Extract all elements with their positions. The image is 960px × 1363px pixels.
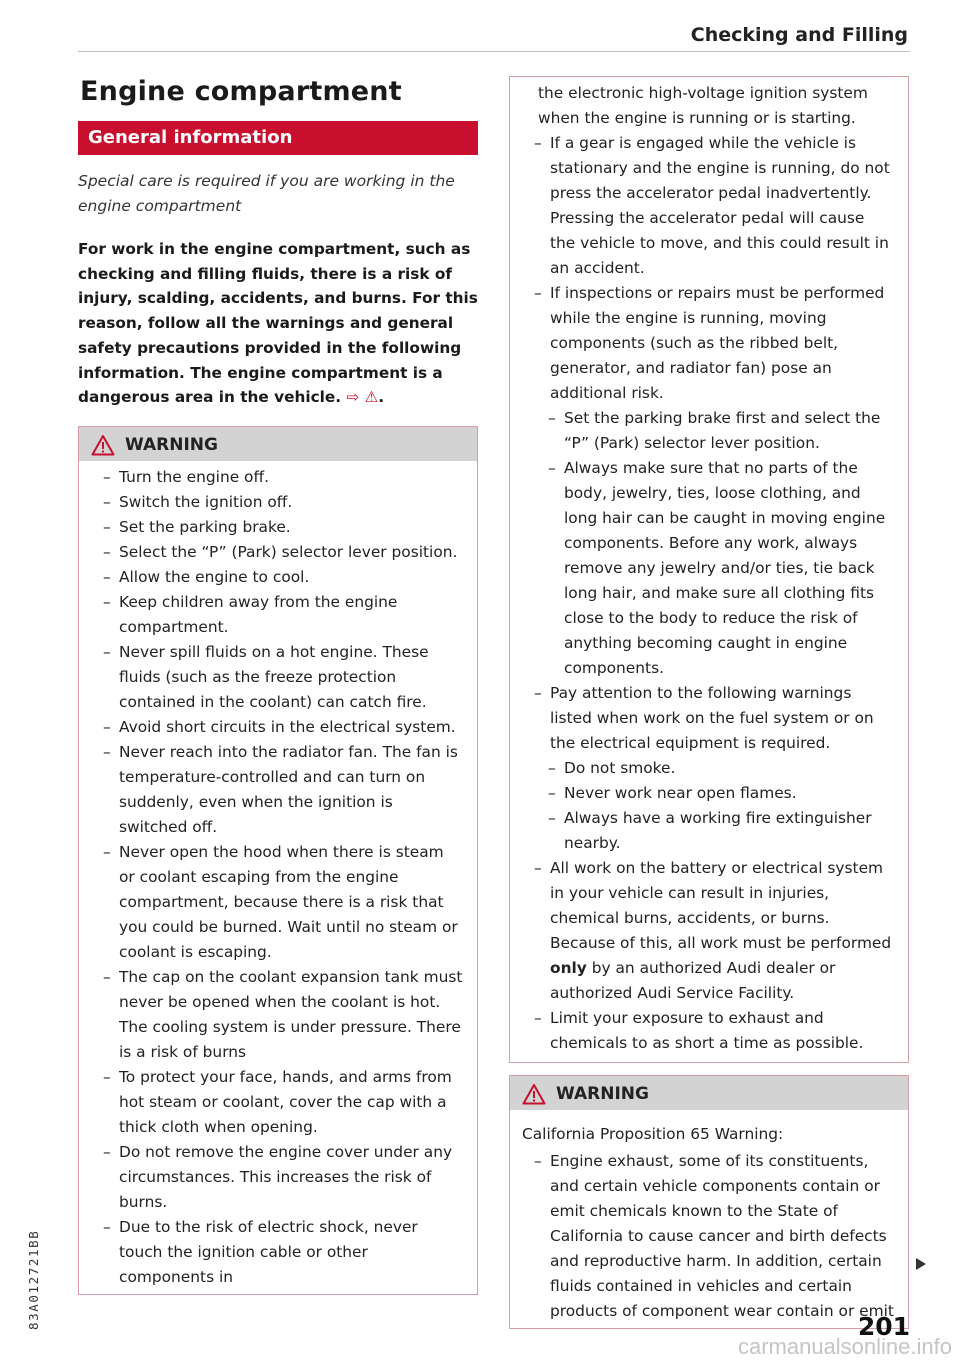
list-item: – The cap on the coolant expansion tank must never be opened when the coolant is hot. The cooling system is under pressure. There is a risk of burns (91, 965, 463, 1065)
warning-box-2 (509, 1075, 909, 1329)
document-code: 83A012721BB (26, 1229, 41, 1330)
battery-text-bold: only (550, 959, 587, 977)
watermark: carmanualsonline.info (737, 1334, 952, 1359)
sub-list-item: – Always make sure that no parts of the body, jewelry, ties, loose clothing, and long hair can be caught in moving engine components. Before any work, always remove any jewelry and/or ties, tie back long hair, and make sure all clothing fits close to the body to reduce the risk of anything becoming caught in engine components. (522, 456, 894, 681)
proposition-intro: California Proposition 65 Warning: (522, 1125, 784, 1143)
subsection-heading: General information (78, 121, 478, 155)
list-item: – To protect your face, hands, and arms from hot steam or coolant, cover the cap with a thick cloth when opening. (91, 1065, 463, 1140)
header-divider (78, 51, 910, 52)
section-title: Engine compartment (80, 76, 402, 107)
list-item: – Pay attention to the following warnings listed when work on the fuel system or on the electrical equipment is required. (522, 681, 894, 756)
sub-list (522, 756, 894, 856)
cross-reference-arrow-icon[interactable]: ⇨ (346, 388, 360, 407)
bold-warning-paragraph (78, 237, 478, 410)
list-item: – Do not remove the engine cover under any circumstances. This increases the risk of burns. (91, 1140, 463, 1215)
warning-list (522, 1149, 894, 1324)
list-item: – Turn the engine off. (91, 465, 463, 490)
continue-arrow-icon (916, 1258, 926, 1270)
intro-text: Special care is required if you are working in the engine compartment (78, 172, 455, 215)
warning-body (510, 1110, 908, 1328)
warning-label: WARNING (556, 1084, 649, 1104)
left-column (78, 72, 478, 1295)
sub-list-item: – Do not smoke. (522, 756, 894, 781)
warning-header (510, 1076, 908, 1110)
warning-triangle-icon (522, 1083, 546, 1105)
battery-text-post: by an authorized Audi dealer or authorized Audi Service Facility. (550, 959, 836, 1002)
warning-reference-icon[interactable]: ⚠ (364, 388, 379, 407)
running-header: Checking and Filling (690, 24, 908, 46)
page-number: 201 (857, 1312, 910, 1341)
sub-list (522, 406, 894, 681)
list-item: – Never open the hood when there is steam or coolant escaping from the engine compartment, because there is a risk that you could be burned. Wait until no steam or coolant is escaping. (91, 840, 463, 965)
list-item (522, 856, 894, 1006)
list-item: – Due to the risk of electric shock, never touch the ignition cable or other components in (91, 1215, 463, 1290)
right-column (509, 76, 909, 1329)
sub-list-item: – Never work near open flames. (522, 781, 894, 806)
list-item: – If a gear is engaged while the vehicle is stationary and the engine is running, do not press the accelerator pedal inadvertently. Pressing the accelerator pedal will cause the vehicle to move, and this could result in an accident. (522, 131, 894, 281)
warning-list-continued (522, 681, 894, 756)
list-item: – Allow the engine to cool. (91, 565, 463, 590)
continued-text: the electronic high-voltage ignition system when the engine is running or is starting. (538, 84, 868, 127)
warning-body (79, 461, 477, 1294)
list-item: – If inspections or repairs must be performed while the engine is running, moving components (such as the ribbed belt, generator, and radiator fan) pose an additional risk. (522, 281, 894, 406)
list-item: – Set the parking brake. (91, 515, 463, 540)
warning-box (78, 426, 478, 1295)
list-item: – Keep children away from the engine compartment. (91, 590, 463, 640)
warning-list (91, 465, 463, 1290)
bold-paragraph-text: For work in the engine compartment, such as checking and filling fluids, there is a risk of injury, scalding, accidents, and burns. For this reason, follow all the warnings and general safety precautions provided in the following information. The engine compartment is a dangerous area in the vehicle. (78, 240, 478, 407)
warning-header (79, 427, 477, 461)
list-item: – Avoid short circuits in the electrical system. (91, 715, 463, 740)
battery-text-pre: All work on the battery or electrical system in your vehicle can result in injuries, chemical burns, accidents, or burns. Because of this, all work must be performed (550, 859, 892, 952)
list-item: – Limit your exposure to exhaust and chemicals to as short a time as possible. (522, 1006, 894, 1056)
sub-list-item: – Always have a working fire extinguisher nearby. (522, 806, 894, 856)
warning-box-continued (509, 76, 909, 1063)
list-item: – Engine exhaust, some of its constituents, and certain vehicle components contain or emit chemicals known to the State of California to cause cancer and birth defects and reproductive harm. In addition, certain fluids contained in vehicles and certain products of component wear contain or emit (522, 1149, 894, 1324)
warning-list-continued (522, 131, 894, 406)
list-item: – Select the “P” (Park) selector lever position. (91, 540, 463, 565)
warning-label: WARNING (125, 434, 218, 455)
ref-period: . (378, 388, 385, 407)
list-item: – Never spill fluids on a hot engine. These fluids (such as the freeze protection contained in the coolant) can catch fire. (91, 640, 463, 715)
sub-list-item: – Set the parking brake first and select the “P” (Park) selector lever position. (522, 406, 894, 456)
list-item: – Never reach into the radiator fan. The fan is temperature-controlled and can turn on suddenly, even when the ignition is switched off. (91, 740, 463, 840)
warning-triangle-icon (91, 434, 115, 456)
warning-list-continued (522, 856, 894, 1056)
list-item: – Switch the ignition off. (91, 490, 463, 515)
